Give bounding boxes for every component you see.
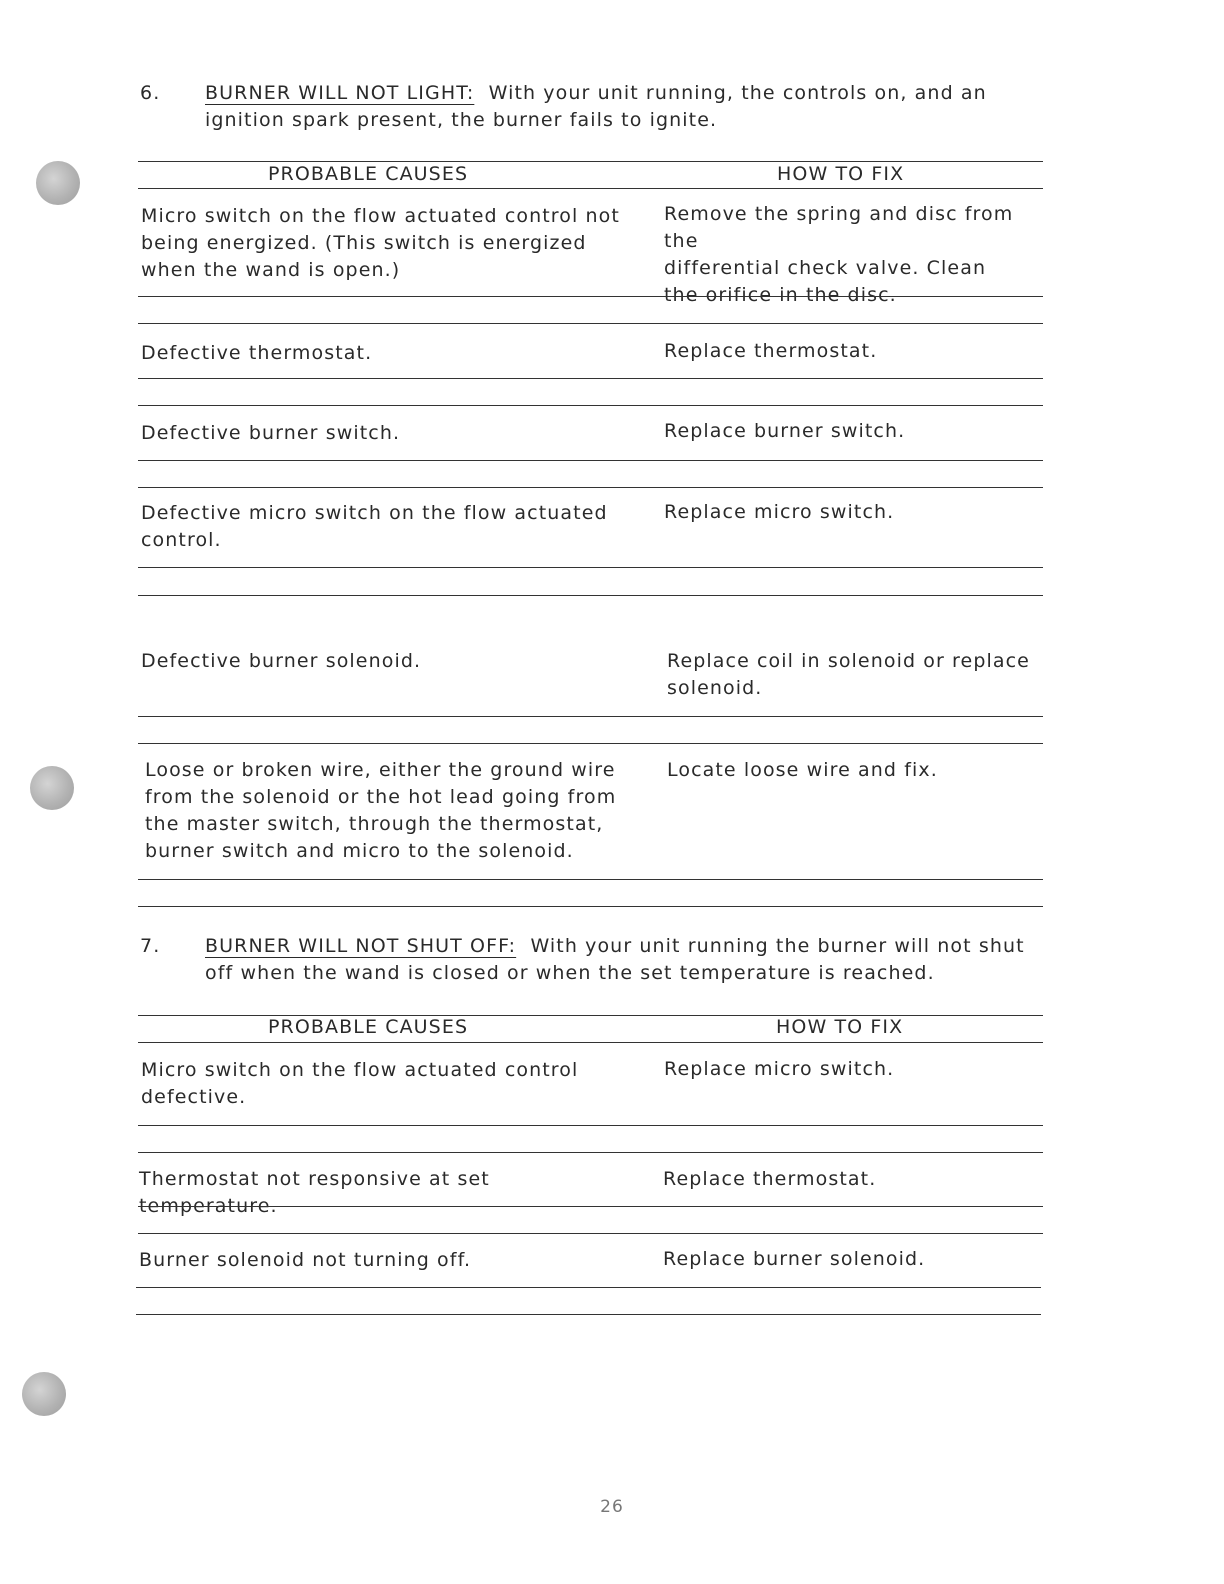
section-7-body (205, 933, 1045, 987)
divider (138, 405, 1043, 406)
divider (138, 378, 1043, 379)
punch-hole-bottom (22, 1372, 66, 1416)
divider (138, 323, 1043, 324)
divider (138, 743, 1043, 744)
section-6-body (205, 80, 1045, 134)
fix-cell: Remove the spring and disc from the differential check valve. Clean the orifice in the disc. (664, 203, 1014, 306)
fix-column-header: HOW TO FIX (776, 1016, 904, 1038)
cause-cell: Micro switch on the flow actuated control defective. (141, 1059, 579, 1108)
page-number: 26 (600, 1497, 624, 1517)
cause-cell: Burner solenoid not turning off. (139, 1249, 472, 1271)
fix-cell: Locate loose wire and fix. (667, 759, 938, 781)
cause-cell: Loose or broken wire, either the ground wire from the solenoid or the hot lead going from the master switch, through the thermostat, burner switch and micro to the solenoid. (145, 759, 617, 862)
fix-cell: Replace micro switch. (664, 501, 895, 523)
divider (138, 1125, 1043, 1126)
divider (136, 1314, 1041, 1315)
cause-cell: Defective burner solenoid. (141, 650, 422, 672)
divider (138, 1042, 1043, 1043)
divider (138, 595, 1043, 596)
section-6-number: 6. (140, 82, 161, 104)
cause-cell: Defective micro switch on the flow actuated control. (141, 502, 608, 551)
divider (138, 906, 1043, 907)
divider (138, 1233, 1043, 1234)
fix-cell: Replace thermostat. (663, 1168, 877, 1190)
fix-cell: Replace burner solenoid. (663, 1248, 926, 1270)
cause-cell: Defective thermostat. (141, 342, 373, 364)
cause-cell: Micro switch on the flow actuated control not being energized. (This switch is energized when the wand is open.) (141, 205, 620, 281)
fix-cell: Replace micro switch. (664, 1058, 895, 1080)
section-6-description: With your unit running, the controls on, and an ignition spark present, the burner fails to ignite. (205, 82, 987, 131)
section-6-title: BURNER WILL NOT LIGHT: (205, 82, 475, 104)
divider (138, 460, 1043, 461)
divider (138, 1152, 1043, 1153)
causes-column-header: PROBABLE CAUSES (268, 1016, 469, 1038)
fix-cell: Replace thermostat. (664, 340, 878, 362)
cause-cell: Defective burner switch. (141, 422, 401, 444)
causes-column-header: PROBABLE CAUSES (268, 163, 469, 185)
punch-hole-top (36, 161, 80, 205)
divider (138, 296, 1043, 297)
divider (138, 879, 1043, 880)
section-7-title: BURNER WILL NOT SHUT OFF: (205, 935, 517, 957)
divider (138, 188, 1043, 189)
divider (138, 567, 1043, 568)
section-7-number: 7. (140, 935, 161, 957)
punch-hole-middle (30, 766, 74, 810)
fix-cell: Replace burner switch. (664, 420, 906, 442)
section-7-description: With your unit running the burner will not shut off when the wand is closed or when the set temperature is reached. (205, 935, 1025, 984)
fix-column-header: HOW TO FIX (777, 163, 905, 185)
divider (136, 1287, 1041, 1288)
divider (138, 1206, 1043, 1207)
cause-cell: Thermostat not responsive at set temperature. (139, 1168, 490, 1217)
divider (138, 716, 1043, 717)
divider (138, 487, 1043, 488)
fix-cell: Replace coil in solenoid or replace solenoid. (667, 650, 1030, 699)
